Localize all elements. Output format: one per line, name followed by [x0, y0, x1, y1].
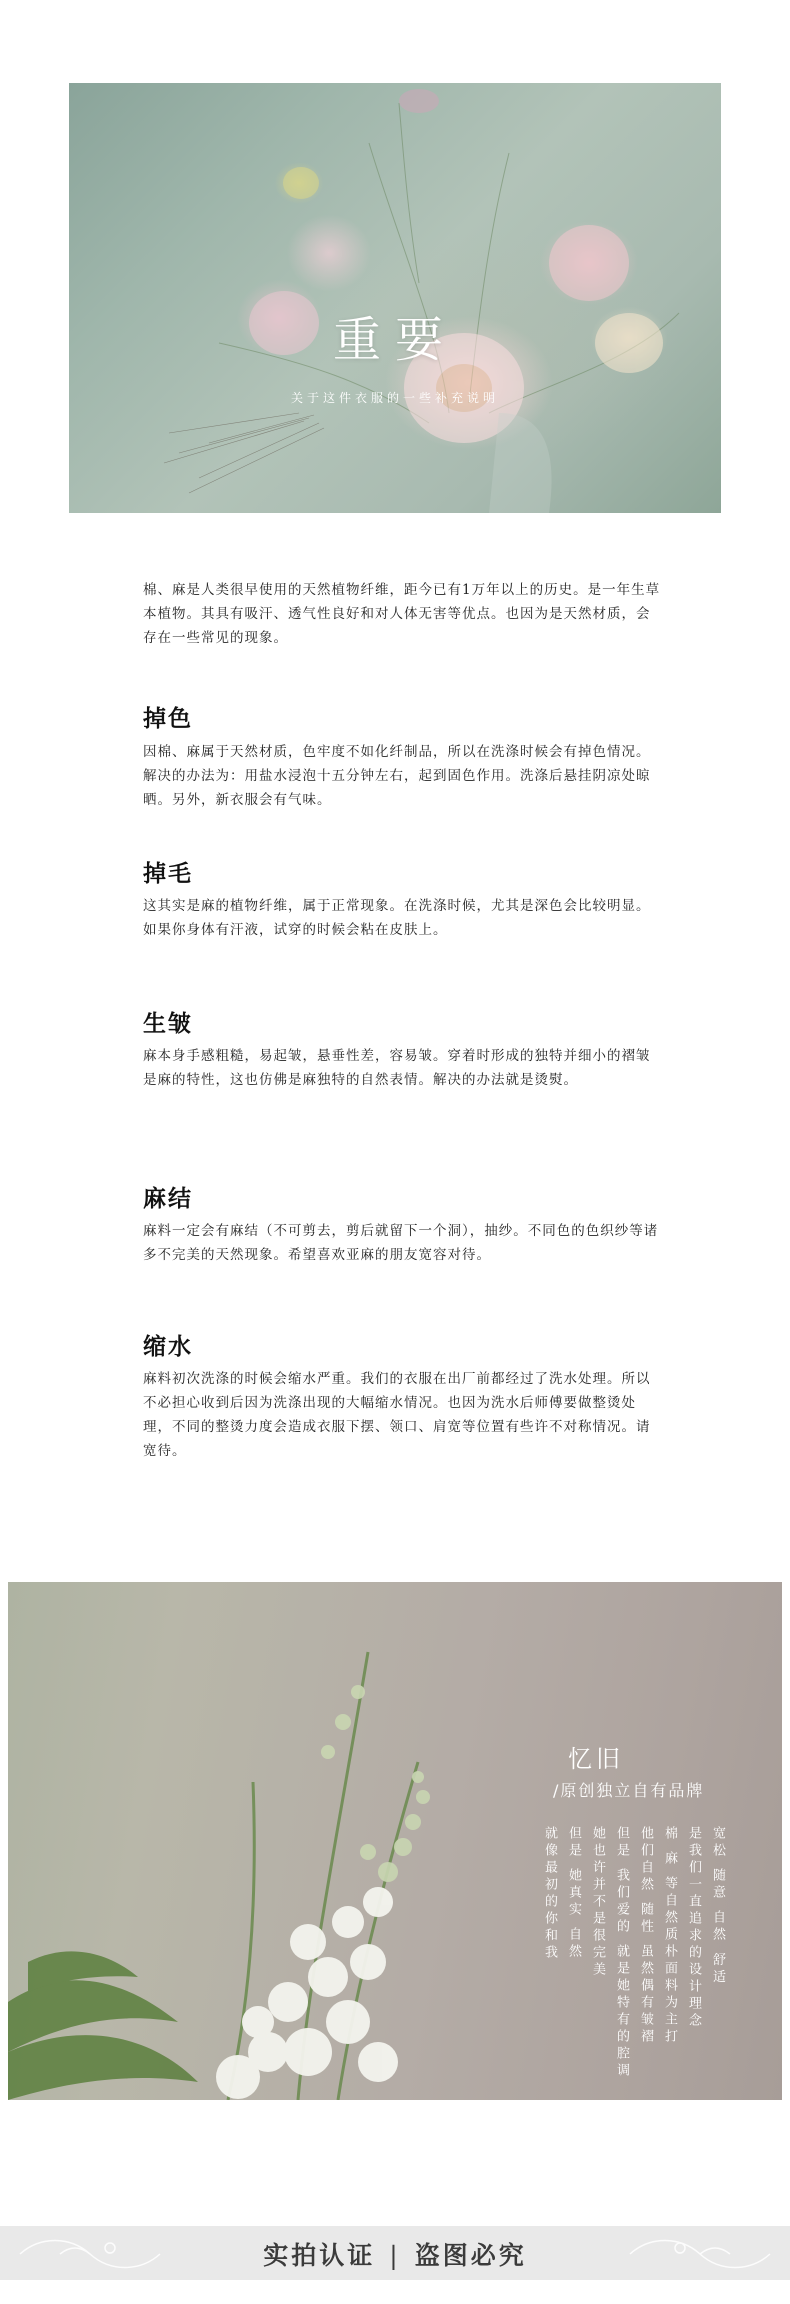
brand-slogan-column: 是我们一直追求的设计理念: [686, 1826, 701, 2030]
section-title-shedding: 掉毛: [143, 860, 193, 887]
brand-slogan-column: 但是 我们爱的 就是她特有的腔调: [614, 1826, 629, 2081]
section-title-wrinkling: 生皱: [143, 1010, 193, 1037]
brand-tagline: /原创独立自有品牌: [553, 1781, 705, 1800]
section-title-slubs: 麻结: [143, 1185, 193, 1212]
brand-slogan-column: 就像最初的你和我: [542, 1826, 557, 1962]
brand-slogan-column: 宽松 随意 自然 舒适: [710, 1826, 725, 1987]
brand-slogan-column: 她也许并不是很完美: [590, 1826, 605, 1979]
section-body-shrinkage: 麻料初次洗涤的时候会缩水严重。我们的衣服在出厂前都经过了洗水处理。所以不必担心收到后因为洗涤出现的大幅缩水情况。也因为洗水后师傅要做整烫处理，不同的整烫力度会造成衣服下摆、领口、肩宽等位置有些许不对称情况。请宽待。: [143, 1371, 651, 1459]
intro-paragraph: 棉、麻是人类很早使用的天然植物纤维，距今已有1万年以上的历史。是一年生草本植物。其具有吸汗、透气性良好和对人体无害等优点。也因为是天然材质，会存在一些常见的现象。: [143, 582, 661, 646]
section-body-wrinkling: 麻本身手感粗糙，易起皱，悬垂性差，容易皱。穿着时形成的独特并细小的褶皱是麻的特性，这也仿佛是麻独特的自然表情。解决的办法就是烫熨。: [143, 1048, 651, 1088]
brand-slogan-column: 棉 麻 等自然质朴面料为主打: [662, 1826, 677, 2047]
brand-name: 忆旧: [568, 1745, 624, 1773]
brand-slogan-column: 但是 她真实 自然: [566, 1826, 581, 1962]
brand-slogan-column: 他们自然 随性 虽然偶有皱褶: [638, 1826, 653, 2047]
no-theft-label: 盗图必究: [414, 2241, 527, 2270]
hero-title: 重要: [332, 312, 457, 368]
flower-bouquet-illustration: [69, 83, 721, 513]
section-title-shrinkage: 缩水: [143, 1333, 193, 1360]
authentic-photo-label: 实拍认证: [263, 2241, 376, 2270]
hero-banner: [69, 83, 721, 513]
brand-photo: [8, 1582, 782, 2100]
copyright-banner: [0, 2226, 790, 2280]
section-body-fading: 因棉、麻属于天然材质，色牢度不如化纤制品，所以在洗涤时候会有掉色情况。解决的办法为：用盐水浸泡十五分钟左右，起到固色作用。洗涤后悬挂阴凉处晾晒。另外，新衣服会有气味。: [143, 744, 651, 808]
copyright-text: [0, 2236, 790, 2272]
section-title-fading: 掉色: [143, 705, 193, 732]
hero-subtitle: 关于这件衣服的一些补充说明: [290, 391, 499, 405]
separator: |: [389, 2241, 401, 2270]
section-body-shedding: 这其实是麻的植物纤维，属于正常现象。在洗涤时候，尤其是深色会比较明显。如果你身体有汗液，试穿的时候会粘在皮肤上。: [143, 898, 651, 938]
section-body-slubs: 麻料一定会有麻结（不可剪去，剪后就留下一个洞），抽纱。不同色的色织纱等诸多不完美的天然现象。希望喜欢亚麻的朋友宽容对待。: [143, 1223, 659, 1263]
